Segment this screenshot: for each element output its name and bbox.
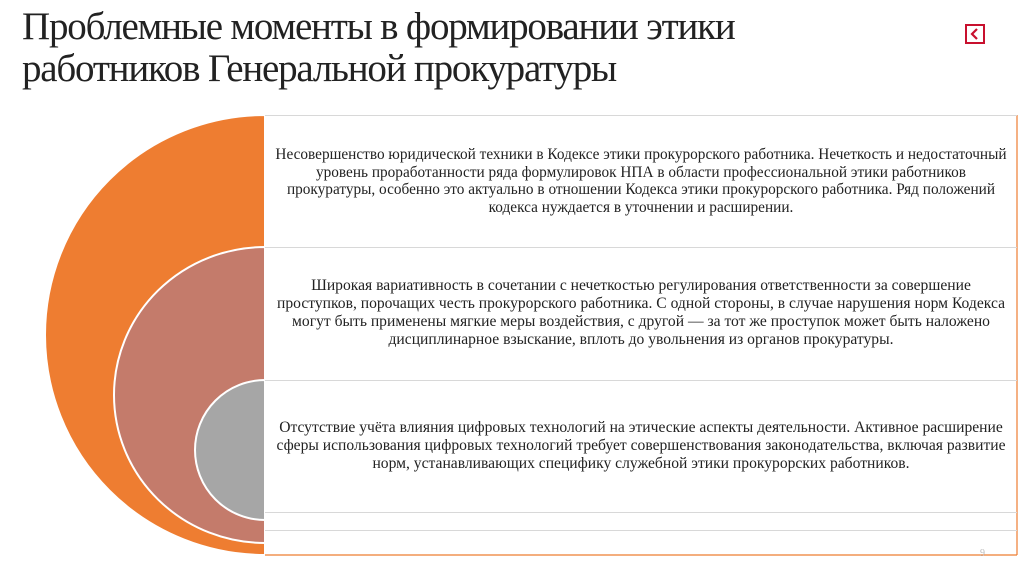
page-number: 9 bbox=[980, 548, 985, 559]
problem-item-2 bbox=[265, 249, 1017, 377]
panel-divider-2 bbox=[265, 380, 1017, 381]
problem-item-1-text: Несовершенство юридической техники в Кодексе этики прокурорского работника. Нечеткость и недостаточный уровень проработанности ряда формулировок НПА в области профессиональной этики работников прокуратуры, особенно это актуально в отношении Кодекса этики прокурорского работника. Ряд положений кодекса нуждается в уточнении и расширении. bbox=[275, 146, 1007, 216]
panel-divider-1 bbox=[265, 247, 1017, 248]
problem-item-2-text: Широкая вариативность в сочетании с нечеткостью регулирования ответственности за совершение проступков, порочащих честь прокурорского работника. С одной стороны, в случае нарушения норм Кодекса могут быть применены мягкие меры воздействия, с другой — за тот же проступок может быть наложено дисциплинарное взыскание, вплоть до увольнения из органов прокуратуры. bbox=[277, 277, 1005, 348]
problem-item-3 bbox=[265, 382, 1017, 510]
problem-item-3-text: Отсутствие учёта влияния цифровых технологий на этические аспекты деятельности. Активное расширение сферы использования цифровых технологий требует совершенствования законодательства, включая развитие норм, устанавливающих специфику служебной этики прокурорских работников. bbox=[276, 419, 1006, 472]
panel-divider-3 bbox=[265, 512, 1017, 513]
slide-title: Проблемные моменты в формировании этики работников Генеральной прокуратуры bbox=[22, 5, 735, 90]
problem-item-1 bbox=[265, 116, 1017, 246]
panel-divider-4 bbox=[265, 530, 1017, 531]
